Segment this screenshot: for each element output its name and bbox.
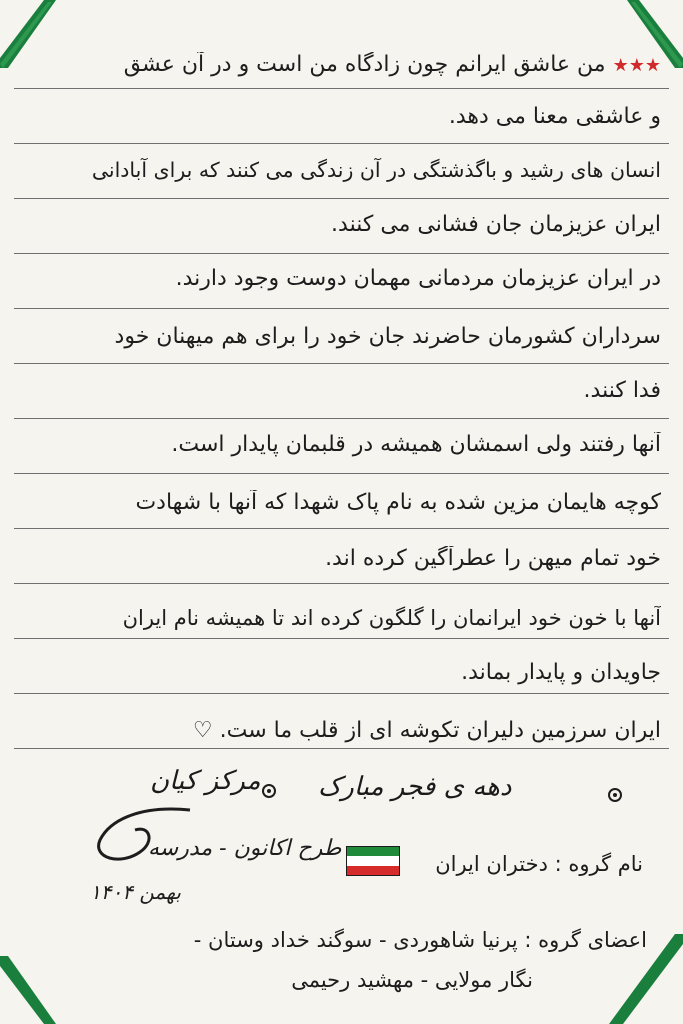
date-label: بهمن ۱۴۰۴ [90,880,181,904]
ruled-line [14,748,669,749]
project-label: طرح اکانون - مدرسه [148,836,342,861]
letter-line-3: انسان های رشید و باگذشتگی در آن زندگی می کنند که برای آبادانی [91,158,661,182]
group-name-label: نام گروه : دختران ایران [435,852,643,876]
ruled-line [14,638,669,639]
letter-text: من عاشق ایرانم چون زادگاه من است و در آن عشق [123,52,606,77]
heart-icon: ♡ [192,718,213,743]
letter-line-1 [22,52,661,77]
letter-line-9: کوچه هایمان مزین شده به نام پاک شهدا که آنها با شهادت [135,490,661,515]
letter-line-2: و عاشقی معنا می دهد. [448,104,661,129]
ruled-line [14,253,669,254]
stars-decoration: ★★★ [612,55,661,76]
ruled-line [14,308,669,309]
letter-line-7: فدا کنند. [583,378,661,403]
greeting-text: دهه ی فجر مبارک [318,772,512,802]
members-label: اعضای گروه : پرنیا شاهوردی - سوگند خداد وستان - [193,928,647,952]
members-line-2: نگار مولایی - مهشید رحیمی [291,968,533,992]
ruled-line [14,693,669,694]
signature-name: مرکز کیان [150,766,261,796]
ruled-line [14,363,669,364]
flower-icon [604,784,626,806]
letter-text: ایران سرزمین دلیران تکوشه ای از قلب ما ست. [219,718,661,743]
letter-line-4: ایران عزیزمان جان فشانی می کنند. [331,212,661,237]
iran-flag-icon [346,846,400,876]
letter-line-10: خود تمام میهن را عطرآگین کرده اند. [325,546,661,571]
ruled-line [14,143,669,144]
letter-line-13 [22,718,661,743]
ruled-line [14,528,669,529]
ruled-line [14,583,669,584]
flower-icon [258,780,280,802]
ruled-line [14,88,669,89]
ruled-line [14,198,669,199]
letter-line-5: در ایران عزیزمان مردمانی مهمان دوست وجود دارند. [175,266,661,291]
ruled-line [14,473,669,474]
corner-ribbon-bottom-left [0,954,60,1024]
letter-line-6: سرداران کشورمان حاضرند جان خود را برای هم میهنان خود [114,324,661,349]
ruled-line [14,418,669,419]
letter-line-11: آنها با خون خود ایرانمان را گلگون کرده اند تا همیشه نام ایران [122,606,661,630]
letter-line-12: جاویدان و پایدار بماند. [461,660,661,685]
letter-line-8: آنها رفتند ولی اسمشان همیشه در قلبمان پایدار است. [171,432,661,457]
